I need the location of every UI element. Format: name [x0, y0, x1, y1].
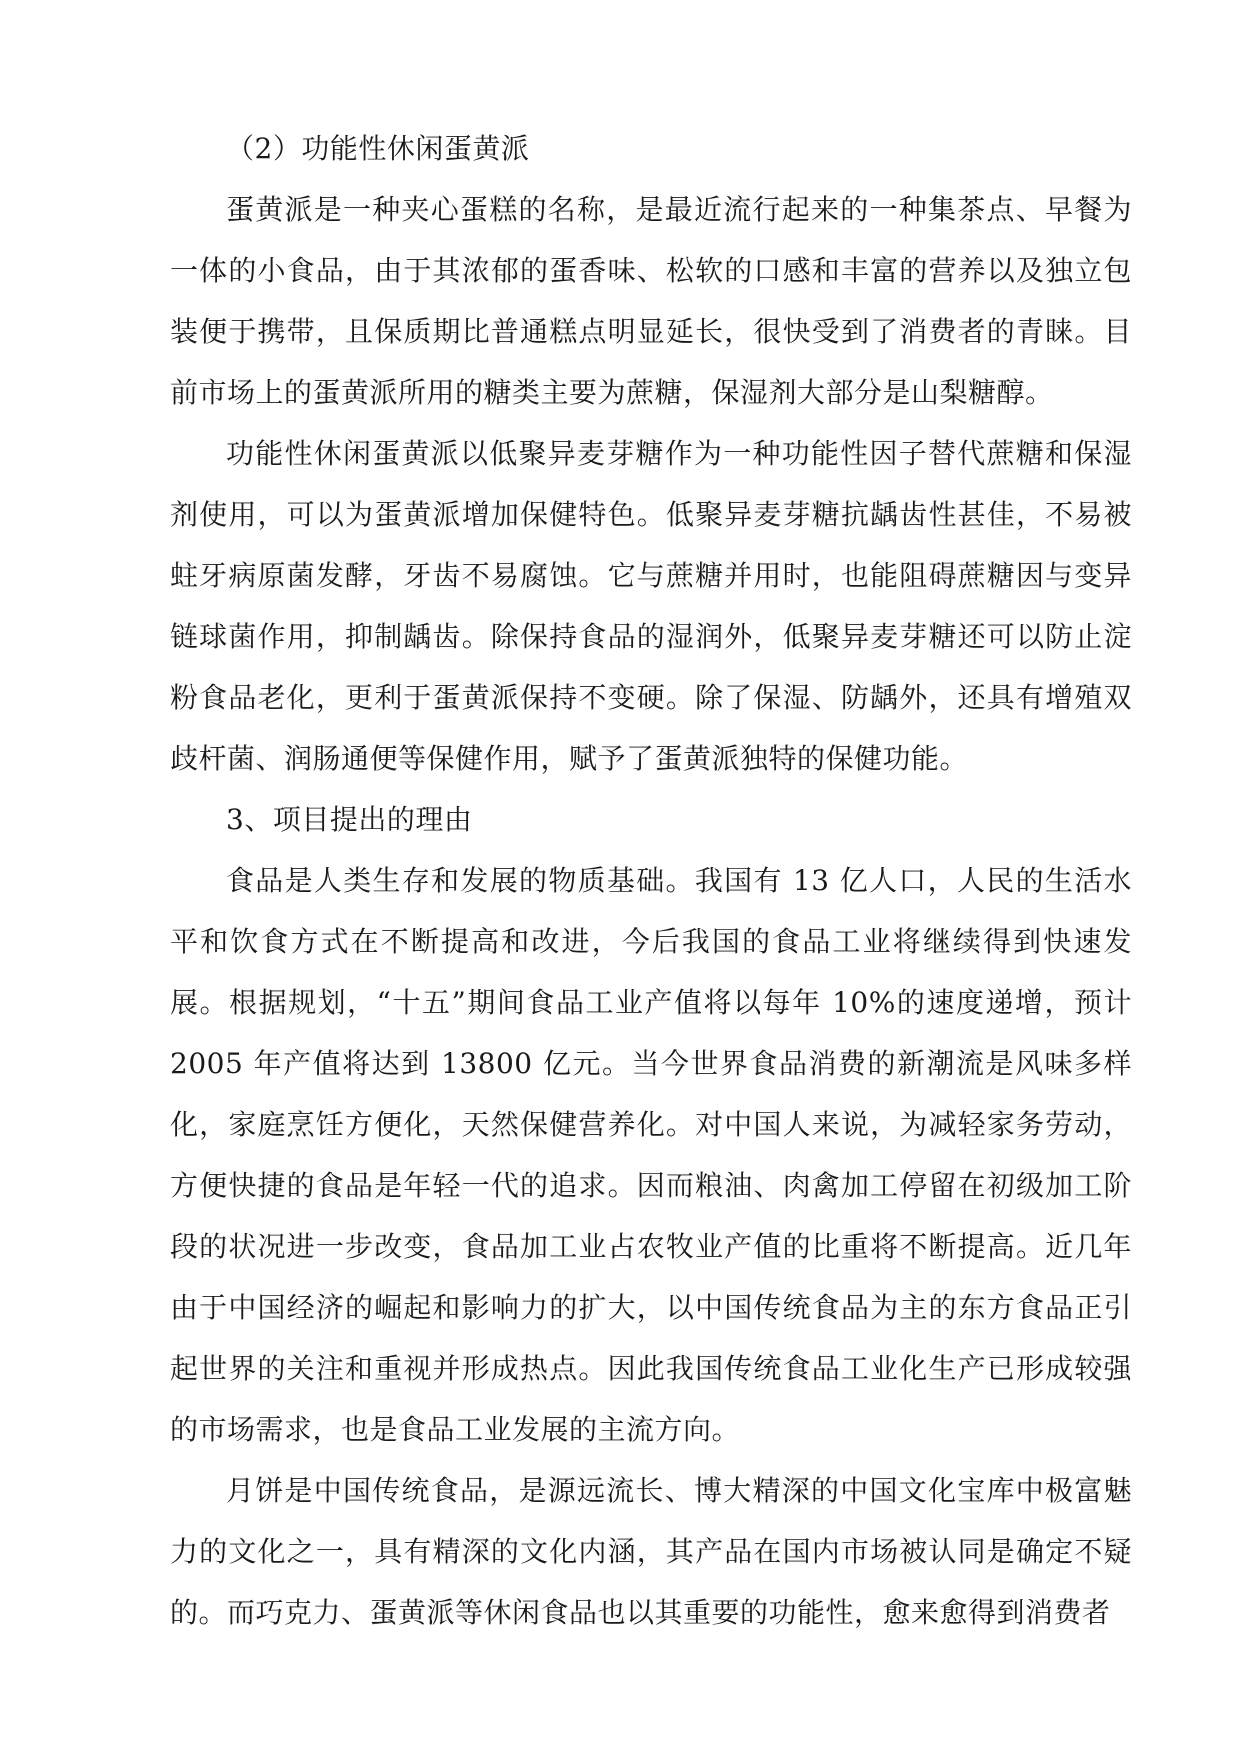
paragraph-mooncake: 月饼是中国传统食品，是源远流长、博大精深的中国文化宝库中极富魅力的文化之一，具有精深的文化内涵，其产品在国内市场被认同是确定不疑的。而巧克力、蛋黄派等休闲食品也以其重要的功能性，愈来愈得到消费者: [170, 1474, 1132, 1629]
paragraph-egg-yolk-pie-intro: 蛋黄派是一种夹心蛋糕的名称，是最近流行起来的一种集茶点、早餐为一体的小食品，由于其浓郁的蛋香味、松软的口感和丰富的营养以及独立包装便于携带，且保质期比普通糕点明显延长，很快受到了消费者的青睐。目前市场上的蛋黄派所用的糖类主要为蔗糖，保湿剂大部分是山梨糖醇。: [170, 193, 1132, 409]
document-body: [170, 118, 1132, 1643]
paragraph-food-industry: 食品是人类生存和发展的物质基础。我国有 13 亿人口，人民的生活水平和饮食方式在不断提高和改进，今后我国的食品工业将继续得到快速发展。根据规划，“十五”期间食品工业产值将以每年 10%的速度递增，预计 2005 年产值将达到 13800 亿元。当今世界食品消费的新潮流是风味多样化，家庭烹饪方便化，天然保健营养化。对中国人来说，为减轻家务劳动，方便快捷的食品是年轻一代的追求。因而粮油、肉禽加工停留在初级加工阶段的状况进一步改变，食品加工业占农牧业产值的比重将不断提高。近几年由于中国经济的崛起和影响力的扩大，以中国传统食品为主的东方食品正引起世界的关注和重视并形成热点。因此我国传统食品工业化生产已形成较强的市场需求，也是食品工业发展的主流方向。: [170, 864, 1132, 1446]
section-heading-project-reasons: 3、项目提出的理由: [226, 803, 473, 836]
paragraph-functional-egg-yolk-pie: 功能性休闲蛋黄派以低聚异麦芽糖作为一种功能性因子替代蔗糖和保湿剂使用，可以为蛋黄派增加保健特色。低聚异麦芽糖抗龋齿性甚佳，不易被蛀牙病原菌发酵，牙齿不易腐蚀。它与蔗糖并用时，也能阻碍蔗糖因与变异链球菌作用，抑制龋齿。除保持食品的湿润外，低聚异麦芽糖还可以防止淀粉食品老化，更利于蛋黄派保持不变硬。除了保湿、防龋外，还具有增殖双歧杆菌、润肠通便等保健作用，赋予了蛋黄派独特的保健功能。: [170, 437, 1132, 775]
section-heading-functional-egg-yolk-pie: （2）功能性休闲蛋黄派: [226, 132, 530, 165]
